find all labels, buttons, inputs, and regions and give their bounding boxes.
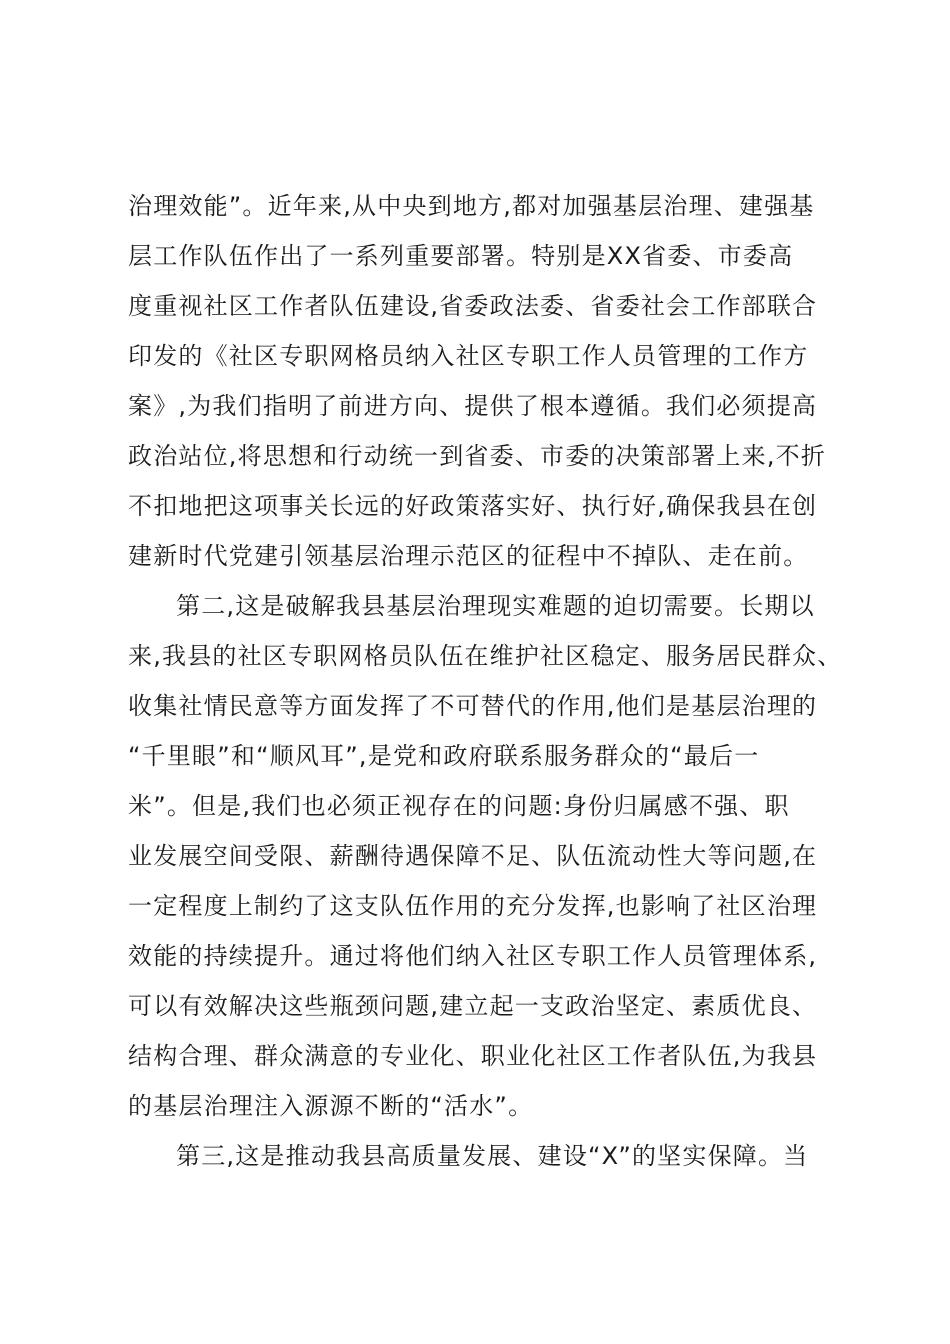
text-line: 层工作队伍作出了一系列重要部署。特别是XX省委、市委高	[128, 242, 794, 270]
text-line: 政治站位,将思想和行动统一到省委、市委的决策部署上来,不折	[128, 442, 827, 470]
paragraph-first-line: 第二,这是破解我县基层治理现实难题的迫切需要。长期以	[176, 592, 815, 620]
text-line: 印发的《社区专职网格员纳入社区专职工作人员管理的工作方	[128, 342, 809, 370]
text-line: 来,我县的社区专职网格员队伍在维护社区稳定、服务居民群众、	[128, 642, 843, 670]
text-line: 业发展空间受限、薪酬待遇保障不足、队伍流动性大等问题,在	[128, 842, 818, 870]
text-line: “千里眼”和“顺风耳”,是党和政府联系服务群众的“最后一	[128, 742, 760, 770]
text-line: 案》,为我们指明了前进方向、提供了根本遵循。我们必须提高	[128, 392, 818, 420]
text-line: 收集社情民意等方面发挥了不可替代的作用,他们是基层治理的	[128, 692, 818, 720]
paragraph-first-line: 第三,这是推动我县高质量发展、建设“X”的坚实保障。当	[176, 1142, 809, 1170]
text-line: 建新时代党建引领基层治理示范区的征程中不掉队、走在前。	[128, 542, 809, 570]
text-line: 米”。但是,我们也必须正视存在的问题:身份归属感不强、职	[128, 792, 790, 820]
text-line: 一定程度上制约了这支队伍作用的充分发挥,也影响了社区治理	[128, 892, 818, 920]
text-line: 的基层治理注入源源不断的“活水”。	[128, 1092, 534, 1120]
text-line: 不扣地把这项事关长远的好政策落实好、执行好,确保我县在创	[128, 492, 818, 520]
text-line: 度重视社区工作者队伍建设,省委政法委、省委社会工作部联合	[128, 292, 818, 320]
text-line: 可以有效解决这些瓶颈问题,建立起一支政治坚定、素质优良、	[128, 992, 818, 1020]
text-line: 治理效能”。近年来,从中央到地方,都对加强基层治理、建强基	[128, 192, 815, 220]
text-line: 效能的持续提升。通过将他们纳入社区专职工作人员管理体系,	[128, 942, 818, 970]
text-line: 结构合理、群众满意的专业化、职业化社区工作者队伍,为我县	[128, 1042, 818, 1070]
